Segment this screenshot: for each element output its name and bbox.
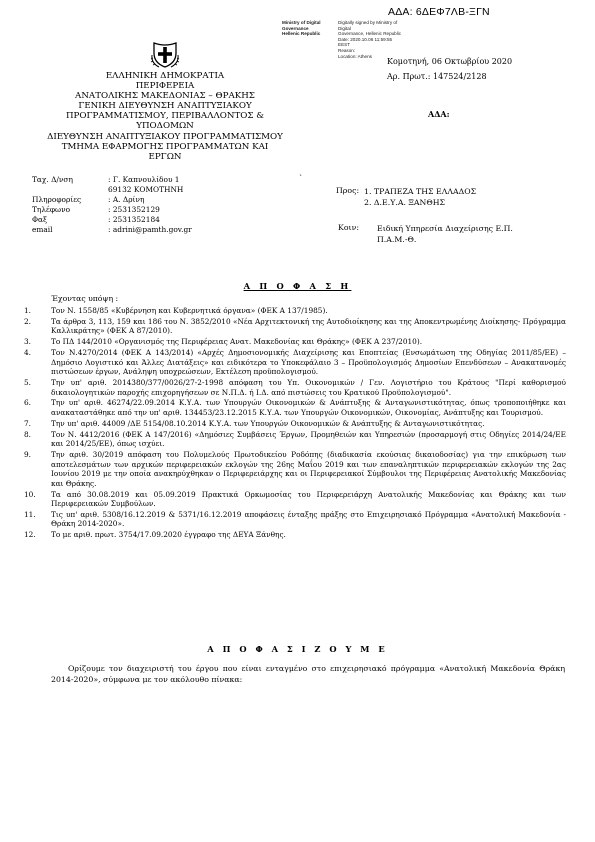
list-item: 9. Την αριθ. 30/2019 απόφαση του Πολυμελούς Πρωτοδικείου Ροδόπης (διαδικασία εκούσιας δικαιοδοσίας) για την επικύρωση των αποτελεσμάτων των αρχικών περιφερειακών εκλογών της 26ης Μαΐου 2019 και των επαναληπτικών περιφερειακών εκλογών της 2ας Ιουνίου 2019 με την οποία ανακηρύχθηκαν ο Περιφερειάρχης και οι Περιφερειακοί Σύμβουλοι της Περιφέρειας Ανατολικής Μακεδονίας και Θράκης. xyxy=(24,450,566,488)
recipients-list xyxy=(364,186,476,208)
recipient-item: 1. ΤΡΑΠΕΖΑ ΤΗΣ ΕΛΛΑΔΟΣ xyxy=(364,187,477,196)
decision-body: Ορίζουμε τον διαχειριστή του έργου που είναι ενταγμένο στο επιχειρησιακό πρόγραμμα «Ανατολική Μακεδονία Θράκη 2014-2020», σύμφωνα με τον ακόλουθο πίνακα: xyxy=(51,664,565,684)
list-item: 7. Την υπ' αριθ. 44009 /ΔΕ 5154/08.10.2014 Κ.Υ.Α. των Υπουργών Οικονομικών & Ανάπτυξης & Ανταγωνιστικότητας. xyxy=(24,418,485,428)
contact-label: Ταχ. Δ/νση xyxy=(32,175,73,184)
ada-label: ΑΔΑ: xyxy=(428,109,450,119)
signature-details: Digitally signed by Ministry of Digital Governance, Hellenic Republic Date: 2020.10.06 11:59:55 EEST Reason: Location: Athens xyxy=(338,20,402,59)
issuing-authority: ΕΛΛΗΝΙΚΗ ΔΗΜΟΚΡΑΤΙΑ ΠΕΡΙΦΕΡΕΙΑ ΑΝΑΤΟΛΙΚΗΣ ΜΑΚΕΔΟΝΙΑΣ – ΘΡΑΚΗΣ ΓΕΝΙΚΗ ΔΙΕΥΘΥΝΣΗ ΑΝΑΠΤΥΞΙΑΚΟΥ ΠΡΟΓΡΑΜΜΑΤΙΣΜΟΥ, ΠΕΡΙΒΑΛΛΟΝΤΟΣ & ΥΠΟΔΟΜΩΝ ΔΙΕΥΘΥΝΣΗ ΑΝΑΠΤΥΞΙΑΚΟΥ ΠΡΟΓΡΑΜΜΑΤΙΣΜΟΥ ΤΜΗΜΑ ΕΦΑΡΜΟΓΗΣ ΠΡΟΓΡΑΜΜΑΤΩΝ ΚΑΙ ΕΡΓΩΝ xyxy=(47,71,283,162)
list-item: 10. Τα από 30.08.2019 και 05.09.2019 Πρακτικά Ορκωμοσίας του Περιφερειάρχη Ανατολικής Μακεδονίας και Θράκης και των Περιφερειακών Συμβούλων. xyxy=(24,489,566,509)
contact-value: : 2531352184 xyxy=(108,215,160,224)
ada-header: ΑΔΑ: 6ΔΕΦ7ΛΒ-ΞΓΝ xyxy=(388,6,490,18)
contact-label: Φαξ xyxy=(32,215,48,224)
we-decide-heading: Α Π Ο Φ Α Σ Ι Ζ Ο Υ Μ Ε xyxy=(207,644,388,654)
contact-value: : 2531352129 xyxy=(108,205,160,214)
contact-label: Τηλέφωνο xyxy=(32,205,71,214)
cc-recipient: Ειδική Υπηρεσία Διαχείρισης Ε.Π. Π.Α.Μ.-Θ. xyxy=(377,224,513,244)
cc-label: Κοιν: xyxy=(338,223,359,232)
legal-basis-list xyxy=(24,306,566,541)
greek-emblem-icon xyxy=(150,41,180,69)
protocol-number: Αρ. Πρωτ.: 147524/2128 xyxy=(387,72,487,81)
list-item: 4. Τον Ν.4270/2014 (ΦΕΚ Α 143/2014) «Αρχές Δημοσιονομικής Διαχείρισης και Εποπτείας (Ενσωμάτωση της Οδηγίας 2011/85/ΕΕ) – Δημόσιο Λογιστικό και Άλλες Διατάξεις» και ειδικότερα το Υποκεφάλαιο 3 – Προϋπολογισμός Δημοσίων Επενδύσεων – Ανακατανομές πιστώσεων έργων, Ανάληψη υποχρεώσεων, Εκτέλεση προϋπολογισμού. xyxy=(24,348,566,377)
considering-label: Έχοντας υπόψη : xyxy=(51,294,119,303)
list-item: 8. Τον Ν. 4412/2016 (ΦΕΚ Α 147/2016) «Δημόσιες Συμβάσεις Έργων, Προμηθειών και Υπηρεσιών (προσαρμογή στις Οδηγίες 2014/24/ΕΕ και 2014/25/ΕΕ), όπως ισχύει. xyxy=(24,429,566,449)
recipient-item: 2. Δ.Ε.Υ.Α. ΞΑΝΘΗΣ xyxy=(364,198,446,207)
contact-label: Πληροφορίες xyxy=(32,195,82,204)
recipients-label: Προς: xyxy=(336,186,360,195)
contact-label: email xyxy=(32,225,53,234)
contact-email[interactable]: : adrini@pamth.gov.gr xyxy=(108,225,192,234)
list-item: 5. Την υπ' αριθ. 2014380/377/0026/27-2-1998 απόφαση του Υπ. Οικονομικών / Γεν. Λογιστήριο του Κράτους "Περί καθορισμού δικαιολογητικών παροχής επιχορηγήσεων σε Ν.Π.Δ. ή Ι.Δ. από πιστώσεις του Κρατικού Προϋπολογισμού". xyxy=(24,378,566,397)
list-item: 11. Τις υπ' αριθ. 5308/16.12.2019 & 5371/16.12.2019 αποφάσεις ένταξης πράξης στο Επιχειρησιακό Πρόγραμμα «Ανατολική Μακεδονία - Θράκη 2014-2020». xyxy=(24,509,566,529)
stray-mark: ` xyxy=(299,174,303,183)
decision-title: Α Π Ο Φ Α Σ Η xyxy=(243,281,352,291)
list-item: 12. Το με αριθ. πρωτ. 3754/17.09.2020 έγγραφο της ΔΕΥΑ Ξάνθης. xyxy=(24,530,286,540)
contact-value: 69132 ΚΟΜΟΤΗΝΗ xyxy=(108,185,184,194)
list-item: 2. Τα άρθρα 3, 113, 159 και 186 του Ν. 3852/2010 «Νέα Αρχιτεκτονική της Αυτοδιοίκησης και της Αποκεντρωμένης Διοίκησης- Πρόγραμμα Καλλικράτης» (ΦΕΚ Α 87/2010). xyxy=(24,316,566,336)
list-item: 6. Την υπ' αριθ. 46274/22.09.2014 Κ.Υ.Α. των Υπουργών Οικονομικών & Ανάπτυξης & Ανταγωνιστικότητας, όπως τροποποιήθηκε και ανακαταστάθηκε από την υπ' αριθ. 134453/23.12.2015 Κ.Υ.Α. των Υπουργών Οικονομικών, Οικονομίας, Ανάπτυξης και Τουρισμού. xyxy=(24,398,566,417)
list-item: 3. Το ΠΔ 144/2010 «Οργανισμός της Περιφέρειας Ανατ. Μακεδονίας και Θράκης» (ΦΕΚ Α 237/2010). xyxy=(24,337,423,347)
contact-value: : Α. Δρίνη xyxy=(108,195,145,204)
contact-value: : Γ. Καπνουλίδου 1 xyxy=(108,175,180,184)
signature-issuer: Ministry of Digital Governance Hellenic Republic xyxy=(282,20,321,37)
list-item: 1. Τον Ν. 1558/85 «Κυβέρνηση και Κυβερνητικά όργανα» (ΦΕΚ Α 137/1985). xyxy=(24,306,328,315)
document-date: Κομοτηνή, 06 Οκτωβρίου 2020 xyxy=(387,57,513,66)
